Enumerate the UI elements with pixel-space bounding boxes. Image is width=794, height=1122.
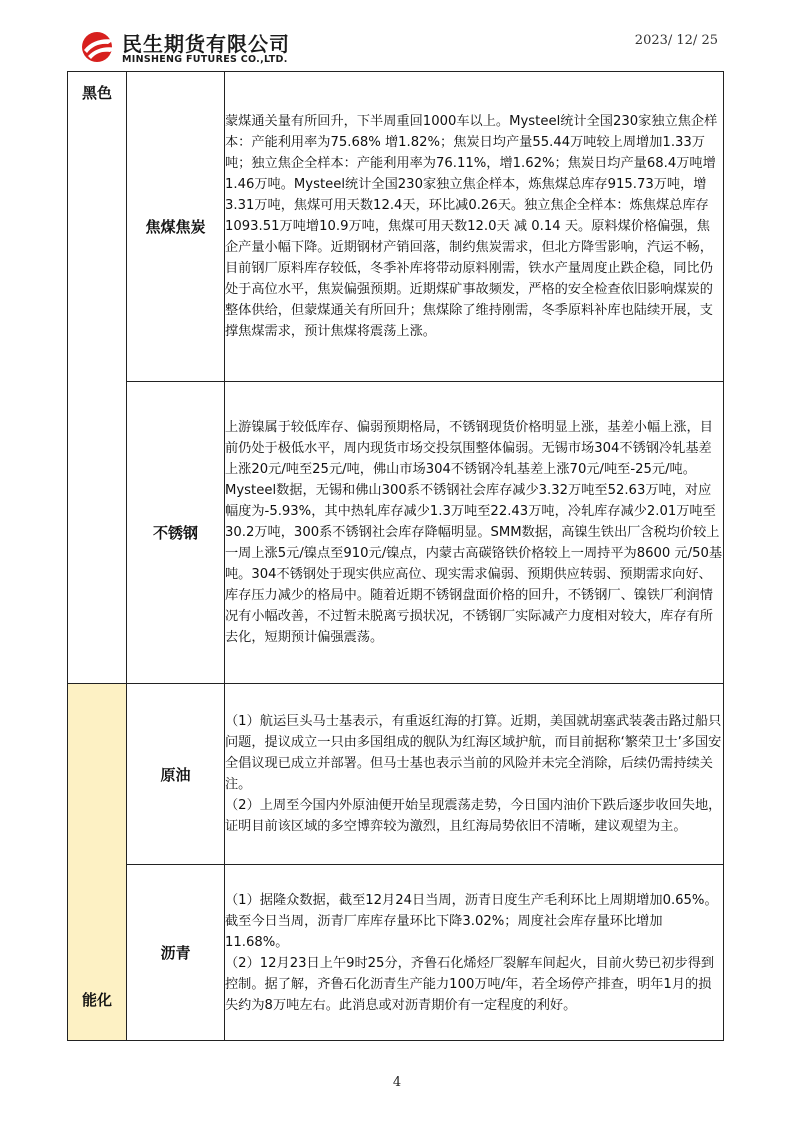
- commodity-analysis-cell: [225, 382, 724, 684]
- company-name-en: MINSHENG FUTURES CO.,LTD.: [122, 54, 288, 65]
- category-cell-energy: 能化: [68, 684, 127, 1041]
- report-date: 2023/ 12/ 25: [634, 33, 718, 48]
- commodity-analysis-cell: [225, 684, 724, 865]
- table-row: [68, 684, 724, 865]
- analysis-paragraph: （2）上周至今国内外原油便开始呈现震荡走势，今日国内油价下跌后逐步收回失地，证明目前该区域的多空博弈较为激烈，且红海局势依旧不清晰，建议观望为主。: [225, 798, 722, 834]
- analysis-paragraph: 蒙煤通关量有所回升，下半周重回1000车以上。Mysteel统计全国230家独立焦企样本：产能利用率为75.68% 增1.82%；焦炭日均产量55.44万吨较上周增加1.33万吨；独立焦企全样本：产能利用率为76.11%，增1.62%；焦炭日均产量68.4万吨增1.46万吨。Mysteel统计全国230家独立焦企样本，炼焦煤总库存915.73万吨，增3.31万吨，焦煤可用天数12.4天，环比减0.26天。独立焦企全样本：炼焦煤总库存1093.51万吨增10.9万吨，焦煤可用天数12.0天 减 0.14 天。原料煤价格偏强，焦企产量小幅下降。近期钢材产销回落，制约焦炭需求，但北方降雪影响，汽运不畅，目前钢厂原料库存较低，冬季补库将带动原料刚需，铁水产量周度止跌企稳，同比仍处于高位水平，焦炭偏强预期。近期煤矿事故频发，严格的安全检查依旧影响煤炭的整体供给，但蒙煤通关有所回升；焦煤除了维持刚需，冬季原料补库也陆续开展，支撑焦煤需求，预计焦煤将震荡上涨。: [225, 114, 718, 339]
- page-number: 4: [392, 1075, 402, 1090]
- table-row: [68, 72, 724, 382]
- commodity-name-cell: 原油: [127, 684, 225, 865]
- company-name-cn: 民生期货有限公司: [122, 32, 290, 56]
- commodity-name-cell: 不锈钢: [127, 382, 225, 684]
- category-cell-black: 黑色: [68, 72, 127, 684]
- commodity-name-cell: 沥青: [127, 865, 225, 1041]
- table-row: [68, 382, 724, 684]
- table-row: [68, 865, 724, 1041]
- commodity-report-table: [67, 71, 724, 1041]
- analysis-paragraph: （1）据隆众数据，截至12月24日当周，沥青日度生产毛利环比上周期增加0.65%。截至今日当周，沥青厂库库存量环比下降3.02%；周度社会库存量环比增加11.68%。: [225, 892, 718, 950]
- commodity-analysis-cell: [225, 865, 724, 1041]
- commodity-name-cell: 焦煤焦炭: [127, 72, 225, 382]
- analysis-paragraph: （2）12月23日上午9时25分，齐鲁石化烯烃厂裂解车间起火，目前火势已初步得到控制。据了解，齐鲁石化沥青生产能力100万吨/年，若全场停产排查，明年1月的损失约为8万吨左右。此消息或对沥青期价有一定程度的利好。: [225, 955, 715, 1013]
- analysis-paragraph: 上游镍属于较低库存、偏弱预期格局，不锈钢现货价格明显上涨，基差小幅上涨，目前仍处于极低水平，周内现货市场交投氛围整体偏弱。无锡市场304不锈钢冷轧基差上涨20元/吨至25元/吨，佛山市场304不锈钢冷轧基差上涨70元/吨至-25元/吨。Mysteel数据，无锡和佛山300系不锈钢社会库存减少3.32万吨至52.63万吨，对应幅度为-5.93%，其中热轧库存减少1.3万吨至22.43万吨，冷轧库存减少2.01万吨至30.2万吨，300系不锈钢社会库存降幅明显。SMM数据，高镍生铁出厂含税均价较上一周上涨5元/镍点至910元/镍点，内蒙古高碳铬铁价格较上一周持平为8600 元/50基吨。304不锈钢处于现实供应高位、现实需求偏弱、预期供应转弱、预期需求向好、库存压力减少的格局中。随着近期不锈钢盘面价格的回升，不锈钢厂、镍铁厂利润情况有小幅改善，不过暂未脱离亏损状况，不锈钢厂实际减产力度相对较大，库存有所去化，短期预计偏强震荡。: [225, 420, 723, 645]
- analysis-paragraph: （1）航运巨头马士基表示，有重返红海的打算。近期，美国就胡塞武装袭击路过船只问题，提议成立一只由多国组成的舰队为红海区域护航，而目前据称‘繁荣卫士’多国安全倡议现已成立并部署。但马士基也表示当前的风险并未完全消除，后续仍需持续关注。: [225, 714, 722, 792]
- page-header: [0, 0, 794, 70]
- minsheng-logo-icon: [78, 28, 122, 66]
- company-logo: [78, 28, 318, 68]
- commodity-analysis-cell: [225, 72, 724, 382]
